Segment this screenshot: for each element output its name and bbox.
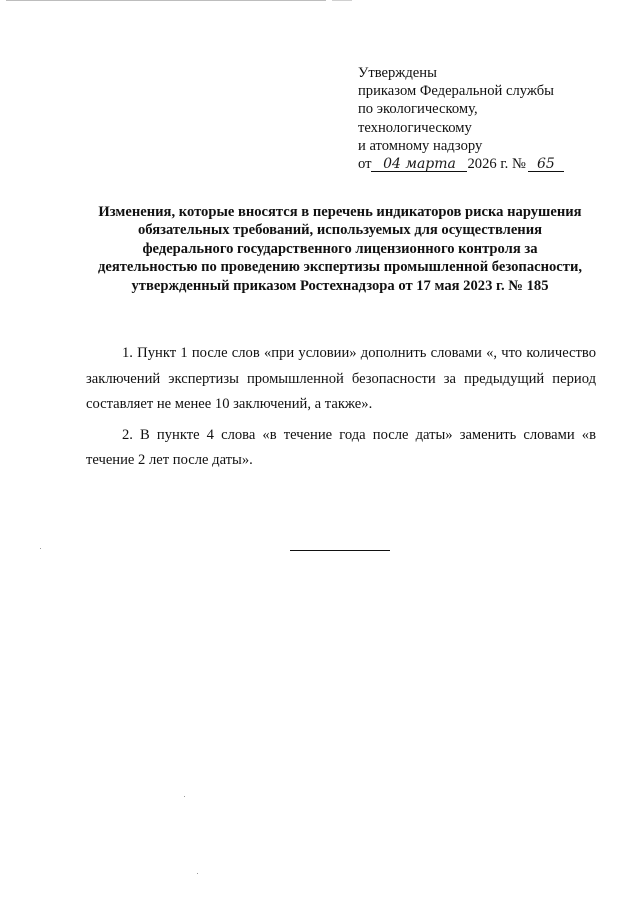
scan-top-edge bbox=[6, 0, 326, 1]
year-number-label: 2026 г. № bbox=[467, 156, 526, 173]
approval-line: по экологическому, bbox=[358, 101, 478, 118]
date-field bbox=[371, 157, 467, 172]
date-prefix: от bbox=[358, 156, 372, 173]
title-line: Изменения, которые вносятся в перечень индикаторов риска нарушения bbox=[98, 204, 582, 220]
approval-line: приказом Федеральной службы bbox=[358, 83, 554, 100]
handwritten-number: 65 bbox=[536, 156, 555, 173]
number-field bbox=[528, 157, 564, 172]
title-line: утвержденный приказом Ростехнадзора от 17 мая 2023 г. № 185 bbox=[131, 277, 549, 294]
scan-speck bbox=[184, 796, 185, 797]
title-line: деятельностью по проведению экспертизы промышленной безопасности, bbox=[97, 259, 583, 276]
handwritten-date: 04 марта bbox=[383, 156, 456, 173]
scan-speck bbox=[40, 548, 41, 549]
title-line: федерального государственного лицензионного контроля за bbox=[142, 240, 538, 257]
scan-top-edge-fragment bbox=[332, 0, 352, 1]
approval-date-line bbox=[358, 155, 598, 173]
document-body bbox=[86, 341, 596, 474]
approval-block bbox=[358, 64, 598, 173]
title-line: обязательных требований, используемых для осуществления bbox=[137, 222, 543, 239]
list-item: 2. В пункте 4 слова «в течение года после даты» заменить словами «в течение 2 лет после даты». bbox=[86, 426, 596, 469]
document-title bbox=[70, 203, 610, 295]
approval-line: Утверждены bbox=[358, 65, 437, 81]
list-item: 1. Пункт 1 после слов «при условии» дополнить словами «, что количество заключений экспертизы промышленной безопасности за предыдущий период составляет не менее 10 заключений, а также». bbox=[86, 345, 596, 413]
approval-line: технологическому bbox=[358, 119, 472, 136]
scan-speck bbox=[197, 873, 198, 874]
approval-line: и атомному надзору bbox=[358, 137, 483, 154]
closing-rule bbox=[290, 550, 390, 551]
